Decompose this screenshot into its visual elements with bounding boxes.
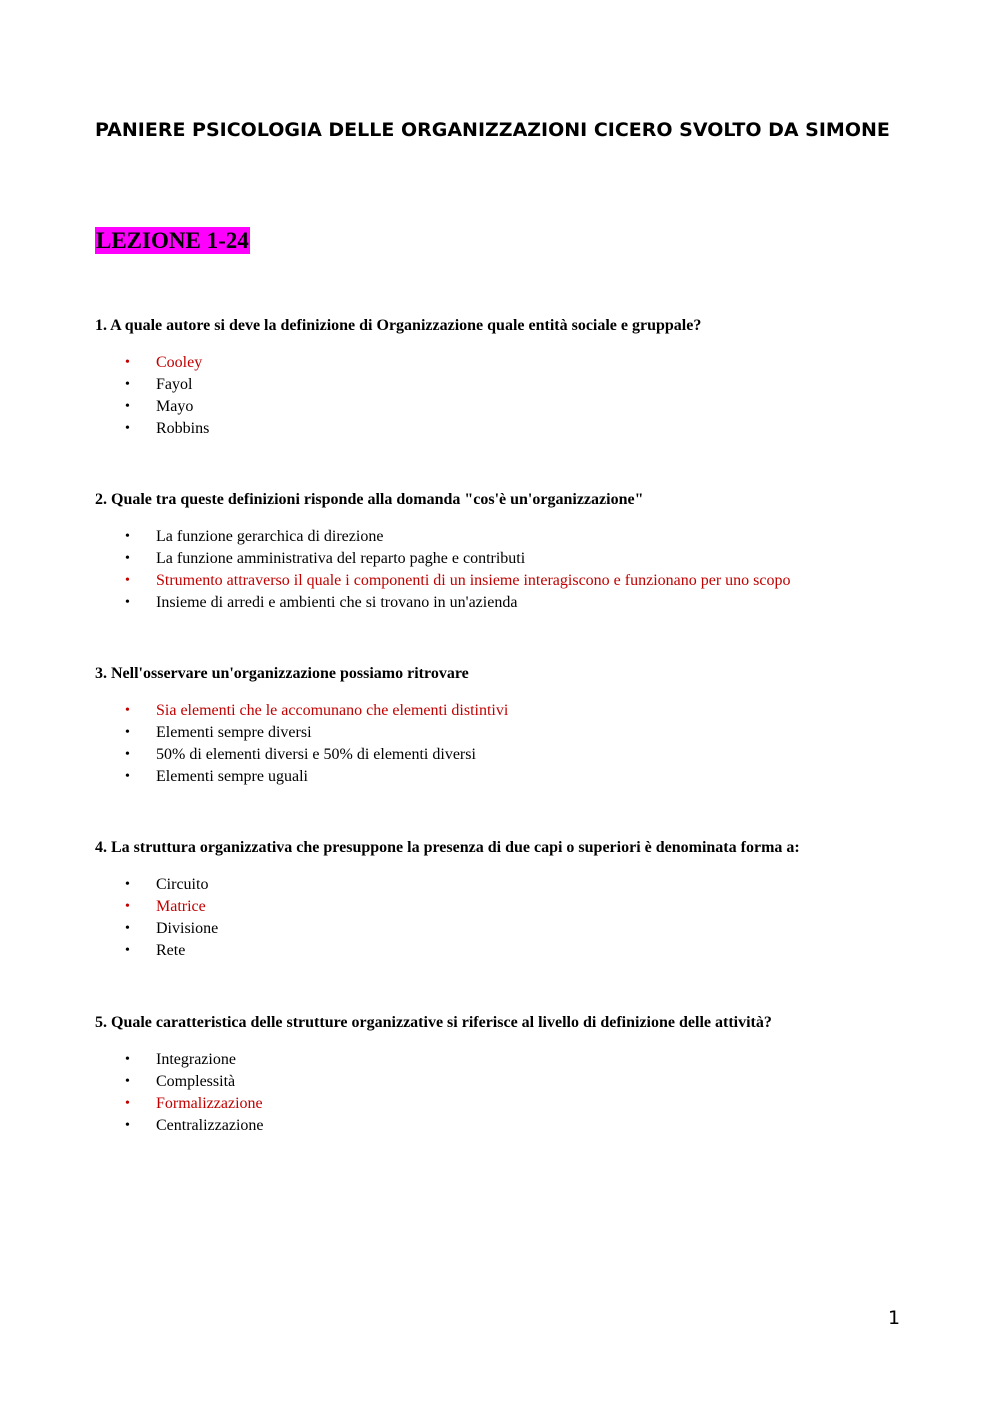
answer-text: Complessità [156, 1073, 236, 1090]
bullet-icon: • [125, 747, 130, 762]
bullet-icon: • [125, 377, 130, 392]
bullet-icon: • [125, 1074, 130, 1089]
bullet-icon: • [125, 573, 130, 588]
document-title: PANIERE PSICOLOGIA DELLE ORGANIZZAZIONI CICERO SVOLTO DA SIMONE [95, 119, 890, 141]
lesson-heading: LEZIONE 1-24 [96, 228, 249, 253]
bullet-icon: • [125, 943, 130, 958]
answer-text: Elementi sempre uguali [156, 768, 308, 785]
bullet-icon: • [125, 703, 130, 718]
answer-option [95, 592, 915, 614]
bullet-icon: • [125, 877, 130, 892]
answer-option [95, 1049, 915, 1071]
answer-option [95, 766, 915, 788]
correct-answer-option [95, 896, 915, 918]
answer-text: Robbins [156, 420, 210, 437]
answer-option [95, 918, 915, 940]
bullet-icon: • [125, 551, 130, 566]
answer-text: La funzione amministrativa del reparto paghe e contributi [156, 550, 526, 567]
answer-text: La funzione gerarchica di direzione [156, 528, 384, 545]
answer-option [95, 1115, 915, 1137]
answer-option [95, 722, 915, 744]
bullet-icon: • [125, 529, 130, 544]
answer-option [95, 396, 915, 418]
bullet-icon: • [125, 725, 130, 740]
answer-list [95, 1049, 915, 1137]
answer-text: Mayo [156, 398, 194, 415]
answer-text: 50% di elementi diversi e 50% di elementi diversi [156, 746, 476, 763]
question-text: 5. Quale caratteristica delle strutture organizzative si riferisce al livello di definizione delle attività? [95, 1014, 772, 1031]
answer-text: Centralizzazione [156, 1117, 264, 1134]
question-block [95, 838, 915, 962]
answer-text: Sia elementi che le accomunano che elementi distintivi [156, 702, 509, 719]
answer-text: Circuito [156, 876, 209, 893]
bullet-icon: • [125, 1052, 130, 1067]
answer-option [95, 526, 915, 548]
bullet-icon: • [125, 899, 130, 914]
bullet-icon: • [125, 921, 130, 936]
question-text: 1. A quale autore si deve la definizione di Organizzazione quale entità sociale e gruppale? [95, 317, 702, 334]
answer-text: Strumento attraverso il quale i componenti di un insieme interagiscono e funzionano per uno scopo [156, 572, 791, 589]
correct-answer-option [95, 1093, 915, 1115]
answer-text: Integrazione [156, 1051, 236, 1068]
question-block [95, 664, 915, 788]
question-text: 2. Quale tra queste definizioni risponde alla domanda "cos'è un'organizzazione" [95, 491, 644, 508]
answer-text: Fayol [156, 376, 193, 393]
answer-text: Insieme di arredi e ambienti che si trovano in un'azienda [156, 594, 518, 611]
answer-option [95, 940, 915, 962]
answer-option [95, 374, 915, 396]
correct-answer-option [95, 700, 915, 722]
answer-text: Rete [156, 942, 186, 959]
answer-text: Elementi sempre diversi [156, 724, 312, 741]
answer-text: Matrice [156, 898, 206, 915]
bullet-icon: • [125, 769, 130, 784]
correct-answer-option [95, 570, 915, 592]
question-block [95, 1013, 915, 1137]
answer-text: Cooley [156, 354, 203, 371]
answer-option [95, 418, 915, 440]
bullet-icon: • [125, 355, 130, 370]
bullet-icon: • [125, 421, 130, 436]
question-text: 3. Nell'osservare un'organizzazione possiamo ritrovare [95, 665, 469, 682]
answer-list [95, 352, 915, 440]
bullet-icon: • [125, 399, 130, 414]
answer-option [95, 548, 915, 570]
bullet-icon: • [125, 595, 130, 610]
answer-list [95, 700, 915, 788]
page-number: 1 [888, 1307, 901, 1329]
bullet-icon: • [125, 1096, 130, 1111]
answer-option [95, 744, 915, 766]
answer-option [95, 874, 915, 896]
answer-text: Formalizzazione [156, 1095, 263, 1112]
question-block [95, 316, 915, 440]
answer-list [95, 874, 915, 962]
answer-text: Divisione [156, 920, 219, 937]
question-block [95, 490, 915, 614]
answer-list [95, 526, 915, 614]
bullet-icon: • [125, 1118, 130, 1133]
correct-answer-option [95, 352, 915, 374]
question-text: 4. La struttura organizzativa che presuppone la presenza di due capi o superiori è denominata forma a: [95, 839, 800, 856]
answer-option [95, 1071, 915, 1093]
